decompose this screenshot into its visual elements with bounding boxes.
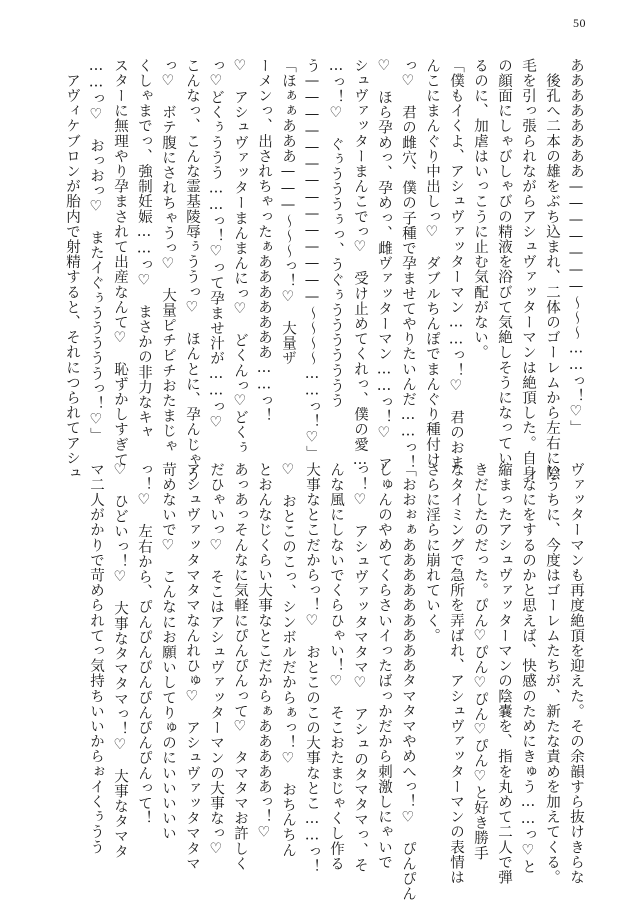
text-line: こんなっ、こんな霊基陵辱ぅううっ♡ ほんとに、孕んじゃう [184,58,200,483]
text-line: 苛めないで♡ こんなにお願いしてりゅのにいいいいい [160,462,176,841]
text-line: あっあっそんなに気軽にぴんぴんって♡ タマタマお許しく [232,462,248,872]
text-line: アシュヴァッタマタマなんれひゅ♡ アシュヴァッタマタマ [184,462,200,872]
text-line: んこにまんぐり中出しっ♡ ダブルちんぽでまんぐり種付け [424,58,440,468]
text-line: くしゃまでっ、強制妊娠……っ♡ まさかの非力なキャ [136,58,152,440]
text-line: っ♡ 君の雌穴、僕の子種で孕ませてやりたいんだ……っ！ [400,58,416,471]
text-line: いうちに、今度はゴーレムたちが、新たな責めを加えてくる。 [544,462,560,885]
text-line: っ♡ ボテ腹にされちゃうっ♡ 大量ピチピチおたまじゃ [160,58,176,454]
text-line: なタイミングで急所を弄ばれ、アシュヴァッターマンの表情は [448,462,464,885]
text-line: う——————————————～～～～……っ！♡」 [304,58,320,461]
text-line: っ！♡ アシュヴァッタマタマ♡ アシュのタマタマっ、そ [352,462,368,873]
text-line: っ♡どくぅううう……っ！♡って孕ませ汁が……っ♡ [208,58,224,431]
text-line: ヴァッターマンも再度絶頂を迎えた。その余韻すら抜けきらな [568,462,584,885]
text-line: スターに無理やり孕まされて出産なんて♡ 恥ずかしすぎて [112,58,128,468]
text-line: 縮まったアシュヴァッターマンの陰嚢を、指を丸めて二人で弾 [496,462,512,885]
text-line: ーメンっ、出されちゃったぁあああああああ……っ！ [256,58,272,424]
text-line: っ！♡ 左右から、ぴんぴんぴんぴんぴんぴんって！ [136,462,152,826]
text-line: 「ほぁぁあああ———～～～っ！♡ 大量ザ [280,58,296,366]
text-line: ♡ おとこのこっ、シンボルだからぁっ！♡ おちんちん [280,462,296,858]
text-line: …っ！♡ ぐぅうううぅっ、うぐぅううううううう [328,58,344,409]
text-line: なにをするのかと思えば、快感のためにきゅう……っ♡と [520,462,536,875]
text-line: ♡ ほら孕めっ、孕めっ、雌ヴァッターマン……っ！♡ ア [376,58,392,472]
text-line: るのに、加虐はいっこうに止む気配がない。 [472,58,488,360]
text-line: ♡ ひどいっ！♡ 大事なタマタマっ！♡ 大事なタマタ [112,462,128,860]
text-line: だひゃいっ♡ そこはアシュヴァッターマンの大事なっ♡ [208,462,224,858]
text-line: の顔面にしゃびしゃびの精液を浴びて気絶しそうになってい [496,58,512,466]
text-line: シュヴァッターまんこでっ♡ 受け止めてくれっ、僕の愛… [352,58,368,469]
text-block-bottom [68,462,588,901]
text-line: んな風にしないでくらひゃい！♡ そこおたまじゃくし作る [328,462,344,872]
text-line: ああああああああ———————～～～……っ！♡」 [568,58,584,436]
text-block-top [64,58,588,483]
text-line: 「おおぉぁあああああああああタマタマやめへっ！♡ ぴんぴん [400,462,416,901]
text-line: さらに淫らに崩れていく。 [424,462,440,644]
text-line: とおんなじくらい大事なとこだからぁあああああっ！♡ [256,462,272,841]
text-line: 後孔へ二本の雄をぶち込まれ、二体のゴーレムから左右に陰 [544,58,560,481]
text-line: マ二人がかりで苛められてっ気持ちいいからぉイくぅうう [88,462,104,855]
text-line: 毛を引っ張られながらアシュヴァッターマンは絶頂した。自身 [520,58,536,481]
text-line: ……っ♡ おっおっ♡ またイぐぅうううううっ！♡」 [88,58,104,443]
text-line: きだしたのだった。ぴん♡ぴん♡ぴん♡ぴん♡と好き勝手 [472,462,488,861]
text-line: アヴィケブロンが胎内で射精すると、それにつられてアシュ [64,58,80,481]
text-line: 大事なとこだからっ！♡ おとこのこの大事なとこ……っ！ [304,462,320,875]
text-line: しゅんのやめてくらさいイったばっかだから刺激しにゃいで [376,462,392,870]
text-line: 「僕もイくよ、アシュヴァッターマン……っ！♡ 君のおま [448,58,464,471]
text-line: ♡ アシュヴァッターまんまんにっ♡ どくんっ♡どくぅ [232,58,248,456]
page-number: 50 [573,16,586,30]
